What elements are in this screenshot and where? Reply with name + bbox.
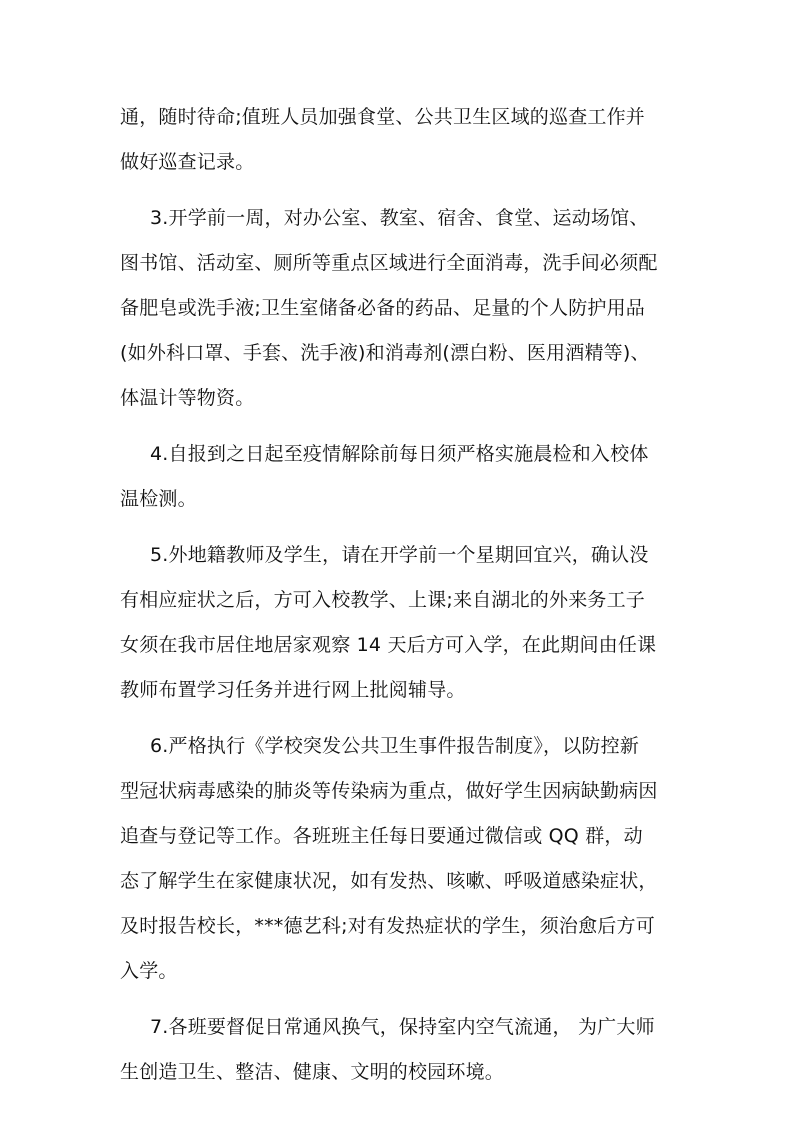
text-line: 型冠状病毒感染的肺炎等传染病为重点，做好学生因病缺勤病因 (120, 780, 658, 802)
text-line: 生创造卫生、整洁、健康、文明的校园环境。 (120, 1061, 505, 1083)
paragraph-item-5 (120, 533, 685, 713)
document-body (120, 95, 685, 1106)
paragraph-continued (120, 95, 685, 185)
text-line: 追查与登记等工作。各班班主任每日要通过微信或 QQ 群，动 (120, 825, 643, 847)
text-line: (如外科口罩、手套、洗手液)和消毒剂(漂白粉、医用酒精等)、 (120, 342, 650, 364)
text-line: 入学。 (120, 960, 178, 982)
text-line: 态了解学生在家健康状况，如有发热、咳嗽、呼吸道感染症状， (120, 870, 658, 892)
paragraph-item-7 (120, 1005, 685, 1095)
text-line: 通，随时待命;值班人员加强食堂、公共卫生区域的巡查工作并 (120, 106, 646, 128)
paragraph-item-3 (120, 196, 685, 421)
text-line: 做好巡查记录。 (120, 151, 255, 173)
text-line: 教师布置学习任务并进行网上批阅辅导。 (120, 679, 466, 701)
text-line: 4.自报到之日起至疫情解除前每日须严格实施晨检和入校体 (150, 443, 649, 465)
text-line: 女须在我市居住地居家观察 14 天后方可入学，在此期间由任课 (120, 634, 657, 656)
text-line: 3.开学前一周，对办公室、教室、宿舍、食堂、运动场馆、 (150, 207, 649, 229)
paragraph-item-4 (120, 432, 685, 522)
text-line: 温检测。 (120, 488, 197, 510)
text-line: 及时报告校长，***德艺科;对有发热症状的学生，须治愈后方可 (120, 915, 655, 937)
text-line: 图书馆、活动室、厕所等重点区域进行全面消毒，洗手间必须配 (120, 252, 658, 274)
text-line: 备肥皂或洗手液;卫生室储备必备的药品、足量的个人防护用品 (120, 297, 646, 319)
text-line: 有相应症状之后，方可入校教学、上课;来自湖北的外来务工子 (120, 589, 646, 611)
text-line: 6.严格执行《学校突发公共卫生事件报告制度》，以防控新 (150, 735, 640, 757)
text-line: 7.各班要督促日常通风换气，保持室内空气流通， 为广大师 (150, 1016, 655, 1038)
paragraph-item-6 (120, 724, 685, 994)
text-line: 5.外地籍教师及学生，请在开学前一个星期回宜兴，确认没 (150, 544, 649, 566)
text-line: 体温计等物资。 (120, 387, 255, 409)
